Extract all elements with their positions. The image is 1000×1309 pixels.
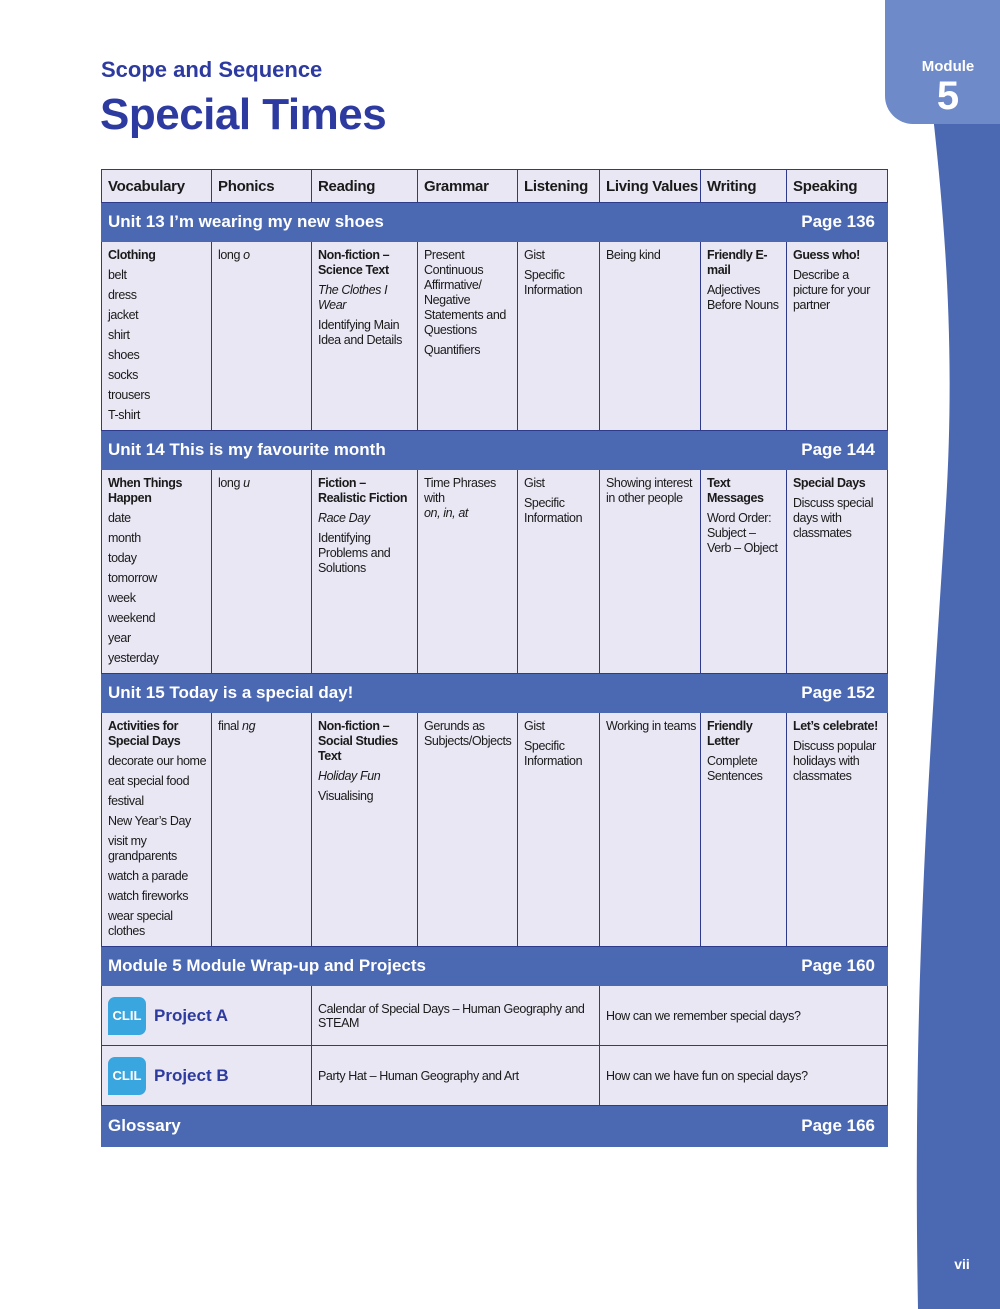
living-values-cell bbox=[600, 713, 701, 947]
page-subtitle: Scope and Sequence bbox=[101, 57, 323, 82]
col-speaking: Speaking bbox=[787, 170, 888, 203]
col-phonics: Phonics bbox=[212, 170, 312, 203]
vocab-word: month bbox=[108, 531, 141, 545]
speaking-cell bbox=[787, 242, 888, 431]
scope-table bbox=[101, 169, 887, 1147]
phonics-prefix: long bbox=[218, 248, 244, 262]
reading-title: Race Day bbox=[318, 511, 370, 525]
project-question: How can we remember special days? bbox=[600, 986, 888, 1046]
vocab-word: date bbox=[108, 511, 131, 525]
page-number: vii bbox=[954, 1256, 970, 1272]
vocabulary-cell bbox=[102, 713, 212, 947]
clil-badge: CLIL bbox=[108, 1057, 146, 1095]
grammar-italic: on, in, at bbox=[424, 506, 468, 520]
col-reading: Reading bbox=[312, 170, 418, 203]
vocab-word: weekend bbox=[108, 611, 156, 625]
vocab-word: yesterday bbox=[108, 651, 159, 665]
speaking-cell bbox=[787, 470, 888, 674]
project-name: Project B bbox=[154, 1065, 229, 1085]
listening-item: Specific Information bbox=[524, 739, 583, 768]
vocab-word: jacket bbox=[108, 308, 139, 322]
vocab-heading: Activities for Special Days bbox=[108, 719, 181, 748]
grammar-cell bbox=[418, 242, 518, 431]
writing-skill: Complete Sentences bbox=[707, 754, 763, 783]
reading-type: Non-fiction – Science Text bbox=[318, 248, 390, 277]
vocab-heading: When Things Happen bbox=[108, 476, 183, 505]
phonics-sound: ng bbox=[242, 719, 256, 733]
phonics-cell bbox=[212, 242, 312, 431]
listening-item: Specific Information bbox=[524, 496, 583, 525]
reading-skill: Identifying Problems and Solutions bbox=[318, 531, 391, 575]
col-vocabulary: Vocabulary bbox=[102, 170, 212, 203]
module-tab bbox=[885, 0, 1000, 124]
writing-type: Friendly E-mail bbox=[707, 248, 768, 277]
vocab-word: watch a parade bbox=[108, 869, 188, 883]
phonics-prefix: final bbox=[218, 719, 243, 733]
phonics-cell bbox=[212, 713, 312, 947]
listening-item: Gist bbox=[524, 248, 545, 262]
listening-cell bbox=[518, 470, 600, 674]
vocab-word: tomorrow bbox=[108, 571, 157, 585]
speaking-title: Special Days bbox=[793, 476, 866, 490]
reading-title: Holiday Fun bbox=[318, 769, 381, 783]
reading-type: Fiction – Realistic Fiction bbox=[318, 476, 408, 505]
living-values-cell bbox=[600, 242, 701, 431]
reading-cell bbox=[312, 713, 418, 947]
living-values-text: Showing interest in other people bbox=[606, 476, 693, 505]
listening-item: Gist bbox=[524, 719, 545, 733]
speaking-title: Guess who! bbox=[793, 248, 860, 262]
vocab-word: trousers bbox=[108, 388, 150, 402]
module-number: 5 bbox=[936, 74, 960, 118]
vocab-word: T-shirt bbox=[108, 408, 140, 422]
unit-13-row bbox=[102, 242, 888, 431]
unit-title: Unit 15 Today is a special day! bbox=[108, 683, 354, 702]
vocab-word: shoes bbox=[108, 348, 140, 362]
project-a-row bbox=[102, 986, 888, 1046]
grammar-cell bbox=[418, 713, 518, 947]
wrapup-band bbox=[102, 947, 888, 986]
project-b-name-cell bbox=[102, 1046, 312, 1106]
project-b-row bbox=[102, 1046, 888, 1106]
speaking-desc: Describe a picture for your partner bbox=[793, 268, 870, 312]
col-grammar: Grammar bbox=[418, 170, 518, 203]
writing-skill: Word Order: Subject – Verb – Object bbox=[707, 511, 778, 555]
vocab-word: today bbox=[108, 551, 137, 565]
reading-title: The Clothes I Wear bbox=[318, 283, 388, 312]
unit-page: Page 136 bbox=[801, 212, 875, 231]
phonics-cell bbox=[212, 470, 312, 674]
writing-cell bbox=[701, 470, 787, 674]
vocab-word: visit my grandparents bbox=[108, 834, 177, 863]
project-a-name-cell bbox=[102, 986, 312, 1046]
living-values-cell bbox=[600, 470, 701, 674]
phonics-sound: o bbox=[243, 248, 250, 262]
col-listening: Listening bbox=[518, 170, 600, 203]
grammar-item: Gerunds as Subjects/Objects bbox=[424, 719, 512, 748]
vocabulary-cell bbox=[102, 242, 212, 431]
unit-13-band bbox=[102, 203, 888, 242]
vocab-word: dress bbox=[108, 288, 137, 302]
writing-type: Friendly Letter bbox=[707, 719, 753, 748]
grammar-item: Quantifiers bbox=[424, 343, 481, 357]
reading-skill: Visualising bbox=[318, 789, 374, 803]
vocab-word: week bbox=[108, 591, 136, 605]
project-description: Calendar of Special Days – Human Geography and STEAM bbox=[312, 986, 600, 1046]
speaking-desc: Discuss popular holidays with classmates bbox=[793, 739, 876, 783]
unit-title: Unit 13 I’m wearing my new shoes bbox=[108, 212, 384, 231]
unit-title: Unit 14 This is my favourite month bbox=[108, 440, 386, 459]
col-writing: Writing bbox=[701, 170, 787, 203]
unit-14-band bbox=[102, 431, 888, 470]
writing-cell bbox=[701, 713, 787, 947]
project-question: How can we have fun on special days? bbox=[600, 1046, 888, 1106]
unit-14-row bbox=[102, 470, 888, 674]
listening-cell bbox=[518, 242, 600, 431]
vocab-word: eat special food bbox=[108, 774, 190, 788]
vocab-word: year bbox=[108, 631, 131, 645]
vocab-word: watch fireworks bbox=[108, 889, 189, 903]
vocab-word: decorate our home bbox=[108, 754, 207, 768]
wrapup-title: Module 5 Module Wrap-up and Projects bbox=[108, 956, 426, 975]
writing-skill: Adjectives Before Nouns bbox=[707, 283, 779, 312]
wrapup-page: Page 160 bbox=[801, 956, 875, 975]
listening-cell bbox=[518, 713, 600, 947]
phonics-sound: u bbox=[243, 476, 250, 490]
header-row bbox=[102, 170, 888, 203]
page-title: Special Times bbox=[100, 90, 387, 139]
reading-cell bbox=[312, 470, 418, 674]
vocab-word: shirt bbox=[108, 328, 130, 342]
glossary-title: Glossary bbox=[108, 1116, 181, 1135]
listening-item: Gist bbox=[524, 476, 545, 490]
unit-15-band bbox=[102, 674, 888, 713]
listening-item: Specific Information bbox=[524, 268, 583, 297]
speaking-desc: Discuss special days with classmates bbox=[793, 496, 874, 540]
unit-15-row bbox=[102, 713, 888, 947]
vocab-heading: Clothing bbox=[108, 248, 156, 262]
unit-page: Page 152 bbox=[801, 683, 875, 702]
reading-skill: Identifying Main Idea and Details bbox=[318, 318, 402, 347]
project-description: Party Hat – Human Geography and Art bbox=[312, 1046, 600, 1106]
vocab-word: socks bbox=[108, 368, 138, 382]
grammar-text: Time Phrases with bbox=[424, 476, 496, 505]
unit-page: Page 144 bbox=[801, 440, 875, 459]
living-values-text: Being kind bbox=[606, 248, 661, 262]
reading-cell bbox=[312, 242, 418, 431]
grammar-item: Present Continuous Affirmative/ Negative Statements and Questions bbox=[424, 248, 506, 337]
phonics-prefix: long bbox=[218, 476, 244, 490]
module-label: Module bbox=[921, 58, 975, 75]
clil-badge: CLIL bbox=[108, 997, 146, 1035]
vocab-word: New Year’s Day bbox=[108, 814, 191, 828]
speaking-title: Let’s celebrate! bbox=[793, 719, 878, 733]
project-name: Project A bbox=[154, 1005, 229, 1025]
vocab-word: festival bbox=[108, 794, 144, 808]
vocabulary-cell bbox=[102, 470, 212, 674]
living-values-text: Working in teams bbox=[606, 719, 696, 733]
writing-type: Text Messages bbox=[707, 476, 764, 505]
vocab-word: belt bbox=[108, 268, 127, 282]
writing-cell bbox=[701, 242, 787, 431]
glossary-band bbox=[102, 1106, 888, 1147]
reading-type: Non-fiction – Social Studies Text bbox=[318, 719, 398, 763]
grammar-cell bbox=[418, 470, 518, 674]
glossary-page: Page 166 bbox=[801, 1116, 875, 1135]
col-living-values: Living Values bbox=[600, 170, 701, 203]
vocab-word: wear special clothes bbox=[108, 909, 173, 938]
speaking-cell bbox=[787, 713, 888, 947]
